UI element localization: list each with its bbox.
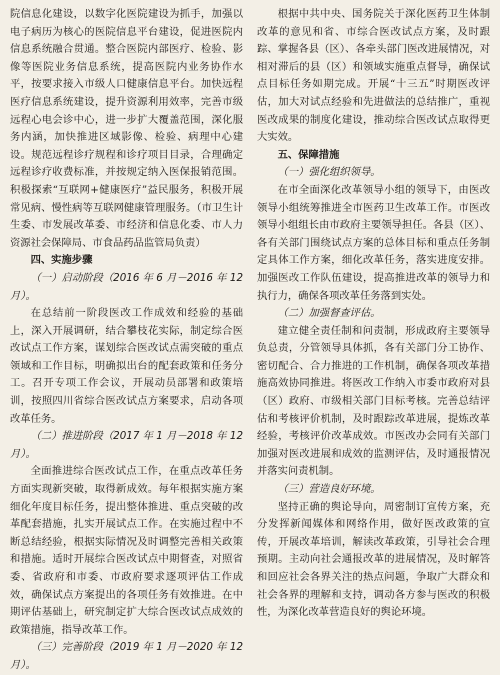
section-heading-implementation-steps: 四、实施步骤 <box>30 254 93 267</box>
stage-heading-launch: （一）启动阶段（2016 年 6 月－2016 年 12 月）。 <box>10 271 243 302</box>
measure-heading-supervision: （二）加强督查评估。 <box>277 307 381 320</box>
two-column-layout <box>10 6 490 671</box>
paragraph-supervision: 建立健全责任制和问责制，形成政府主要领导负总责，分管领导具体抓，各有关部门分工协作、密切配合、合力推进的工作机制，确保各项改革措施高效协同推进。将医改工作纳入市委市政府对县（区）政府、市级相关部门目标考核。完善总结评估和考核评价机制，及时跟踪改革进展，提炼改革经验，考核评价改革成效。市医改办会同有关部门加强对医改进展和成效的监测评估，及时通报情况并落实问责机制。 <box>257 324 490 478</box>
measure-heading-environment: （三）营造良好环境。 <box>277 483 381 496</box>
paragraph-environment: 坚持正确的舆论导向，周密制订宣传方案，充分发挥新闻媒体和网络作用，做好医改政策的宣传，开展改革培训，解读改革政策，引导社会合理预期。主动向社会通报改革的进展情况，及时解答和回应社会各界关注的热点问题，争取广大群众和社会各界的理解和支持，调动各方参与医改的积极性，为深化改革营造良好的舆论环境。 <box>257 500 490 619</box>
right-column <box>257 6 490 618</box>
paragraph-advance-stage: 全面推进综合医改试点工作，在重点改革任务方面实现新突破，取得新成效。每年根据实施方案细化年度目标任务，提出整体推进、重点突破的改革配套措施，扎实开展试点工作。在实施过程中不断总结经验，根据实际情况及时调整完善相关政策和措施。适时开展综合医改试点中期督查，对照省委、省政府和市委、市政府要求逐项评估工作成效，确保试点方案提出的各项任务有效推进。在中期评估基础上，研究制定扩大综合医改试点成效的政策措施，指导改革工作。 <box>10 465 243 636</box>
paragraph-improve-stage: 根据中共中央、国务院关于深化医药卫生体制改革的意见和省、市综合医改试点方案，及时跟踪、掌握各县（区）、各牵头部门医改进展情况，对相对滞后的县（区）和领域实施重点督导，确保试点目标任务如期完成。开展“十三五”时期医改评估，加大对试点经验和先进做法的总结推广，重视医改成果的制度化建设，推动综合医改试点取得更大实效。 <box>257 8 490 144</box>
stage-heading-advance: （二）推进阶段（2017 年 1 月－2018 年 12 月）。 <box>10 430 243 460</box>
paragraph-informatization: 院信息化建设，以数字化医院建设为抓手，加强以电子病历为核心的医院信息平台建设，促进医院内信息系统融合贯通。整合医院内部医疗、检验、影像等医院业务信息系统，提高医院内业务协作水平，按要求接入市级人口健康信息平台。加快远程医疗信息系统建设，提升资源利用效率，完善市级远程心电会诊中心，进一步扩大覆盖范围，深化服务内涵，加快推进区域影像、检验、病理中心建设。规范远程诊疗规程和诊疗项目目录，合理确定远程诊疗收费标准，并按规定纳入医保报销范围。积极探索“互联网+健康医疗”益民服务，积极开展常见病、慢性病等互联网健康管理服务。（市卫生计生委、市发展改革委、市经济和信息化委、市人力资源社会保障局、市食品药品监管局负责） <box>10 8 243 249</box>
paragraph-launch-stage: 在总结前一阶段医改工作成效和经验的基础上，深入开展调研，结合攀枝花实际，制定综合医改试点工作方案，谋划综合医改试点需突破的重点领域和工作目标，明确拟出台的配套政策和任务分工。召开专项工作会议，开展动员部署和政策培训，按照四川省综合医改试点方案要求，启动各项改革任务。 <box>10 307 243 425</box>
section-heading-safeguards: 五、保障措施 <box>277 148 340 161</box>
paragraph-leadership: 在市全面深化改革领导小组的领导下，由医改领导小组统筹推进全市医药卫生改革工作。市医改领导小组组长由市政府主要领导担任。各县（区）、各有关部门围绕试点方案的总体目标和重点任务制定具体工作方案，细化改革任务，落实进度安排。加强医改工作队伍建设，提高推进改革的领导力和执行力，确保各项改革任务落到实处。 <box>257 183 490 302</box>
measure-heading-leadership: （一）强化组织领导。 <box>277 166 381 179</box>
stage-heading-improve: （三）完善阶段（2019 年 1 月－2020 年 12 月）。 <box>10 641 243 671</box>
left-column <box>10 6 243 671</box>
